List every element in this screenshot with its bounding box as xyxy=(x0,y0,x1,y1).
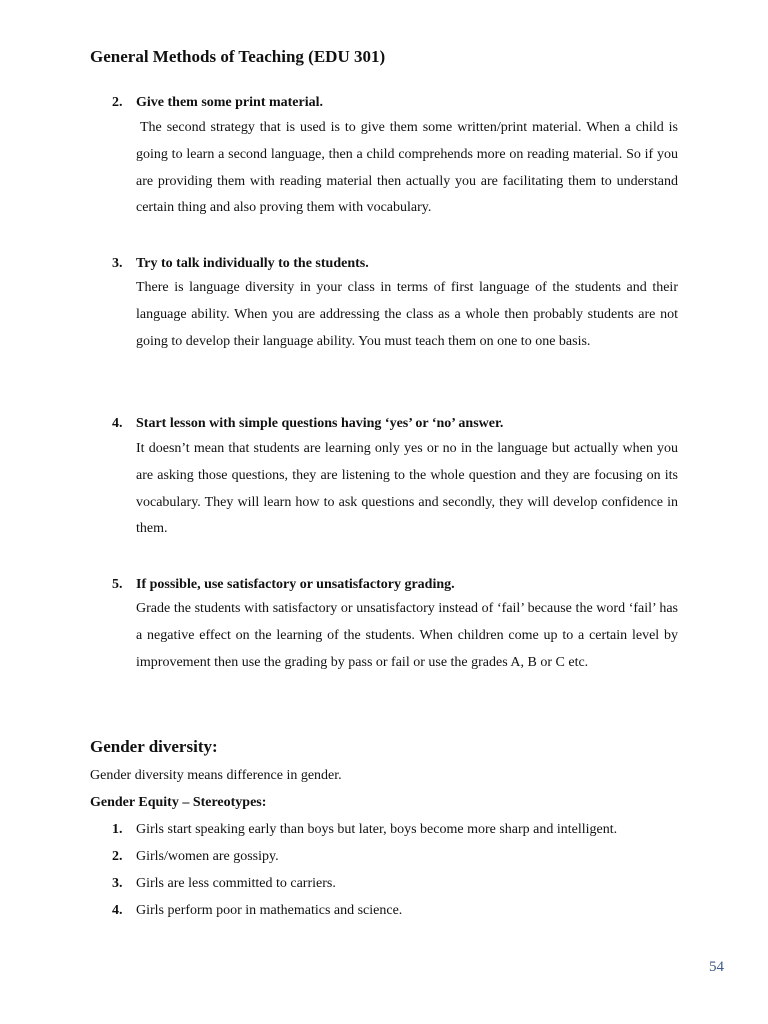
strategy-2-body: The second strategy that is used is to give them some written/print material. When a child is going to learn a second language, then a child comprehends more on reading material. So if you are providing them with reading material then actually you are facilitating them to understand certain thing and also proving them with vocabulary. xyxy=(136,120,678,216)
strategy-2-heading: Give them some print material. xyxy=(136,95,324,110)
gender-diversity-definition: Gender diversity means difference in gender. xyxy=(90,768,342,783)
strategy-3-heading: Try to talk individually to the students. xyxy=(136,256,369,271)
strategy-4-body: It doesn’t mean that students are learning only yes or no in the language but actually when you are asking those questions, they are listening to the whole question and they are focusing on its vocabulary. They will learn how to ask questions and secondly, they will develop confidence in them. xyxy=(136,441,678,537)
stereotype-2-number: 2. xyxy=(112,849,123,864)
stereotype-4-number: 4. xyxy=(112,903,123,918)
stereotype-4-text: Girls perform poor in mathematics and science. xyxy=(136,903,403,918)
page-header-title: General Methods of Teaching (EDU 301) xyxy=(90,47,386,66)
strategy-5-body: Grade the students with satisfactory or unsatisfactory instead of ‘fail’ because the word ‘fail’ has a negative effect on the learning of the students. When children come up to a certain level by improvement then use the grading by pass or fail or use the grades A, B or C etc. xyxy=(136,601,678,670)
gender-equity-subheading: Gender Equity – Stereotypes: xyxy=(90,795,267,810)
strategy-5-heading: If possible, use satisfactory or unsatisfactory grading. xyxy=(136,577,455,592)
stereotype-3-text: Girls are less committed to carriers. xyxy=(136,876,336,891)
strategy-4-number: 4. xyxy=(112,416,123,431)
strategy-4-heading: Start lesson with simple questions having ‘yes’ or ‘no’ answer. xyxy=(136,416,504,431)
stereotype-1-number: 1. xyxy=(112,822,123,837)
strategy-3-number: 3. xyxy=(112,256,123,271)
stereotype-1-text: Girls start speaking early than boys but later, boys become more sharp and intelligent. xyxy=(136,822,618,837)
strategy-3-body: There is language diversity in your class in terms of first language of the students and their language ability. When you are addressing the class as a whole then probably students are not going to develop their language ability. You must teach them on one to one basis. xyxy=(136,280,678,349)
stereotype-2-text: Girls/women are gossipy. xyxy=(136,849,279,864)
stereotype-3-number: 3. xyxy=(112,876,123,891)
gender-diversity-title: Gender diversity: xyxy=(90,737,218,756)
page-number: 54 xyxy=(709,959,724,975)
strategy-2-number: 2. xyxy=(112,95,123,110)
strategy-5-number: 5. xyxy=(112,577,123,592)
